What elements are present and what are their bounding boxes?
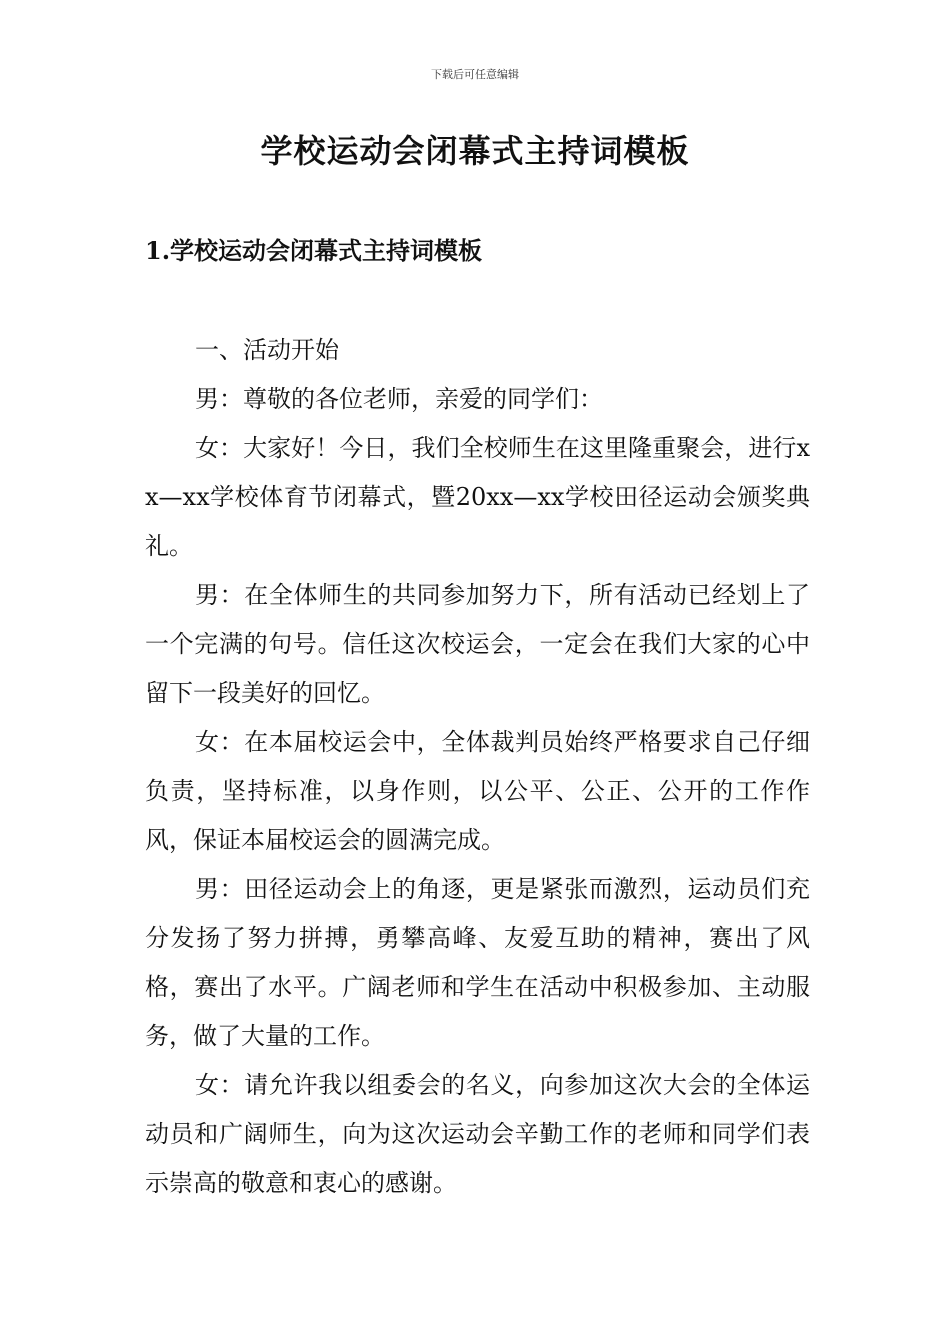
paragraph-female-opening: 女：大家好！今日，我们全校师生在这里隆重聚会，进行xx—xx学校体育节闭幕式，暨20xx—xx学校田径运动会颁奖典礼。	[145, 434, 810, 560]
section-heading: 1.学校运动会闭幕式主持词模板	[145, 236, 483, 265]
paragraph-male-athletes: 男：田径运动会上的角逐，更是紧张而激烈，运动员们充分发扬了努力拼搏，勇攀高峰、友爱互助的精神，赛出了风格，赛出了水平。广阔老师和学生在活动中积极参加、主动服务，做了大量的工作。	[145, 875, 810, 1050]
document-title: 学校运动会闭幕式主持词模板	[260, 132, 690, 170]
paragraph-female-thanks: 女：请允许我以组委会的名义，向参加这次大会的全体运动员和广阔师生，向为这次运动会辛勤工作的老师和同学们表示崇高的敬意和衷心的感谢。	[145, 1071, 810, 1197]
paragraph-male-summary: 男：在全体师生的共同参加努力下，所有活动已经划上了一个完满的句号。信任这次校运会，一定会在我们大家的心中留下一段美好的回忆。	[145, 581, 810, 707]
paragraph-activity-start: 一、活动开始	[195, 336, 339, 364]
header-note: 下载后可任意编辑	[431, 68, 519, 81]
paragraph-female-referees: 女：在本届校运会中，全体裁判员始终严格要求自己仔细负责，坚持标准，以身作则，以公平、公正、公开的工作作风，保证本届校运会的圆满完成。	[145, 728, 810, 854]
paragraph-male-greeting: 男：尊敬的各位老师，亲爱的同学们：	[195, 385, 603, 413]
document-body	[145, 326, 810, 1208]
